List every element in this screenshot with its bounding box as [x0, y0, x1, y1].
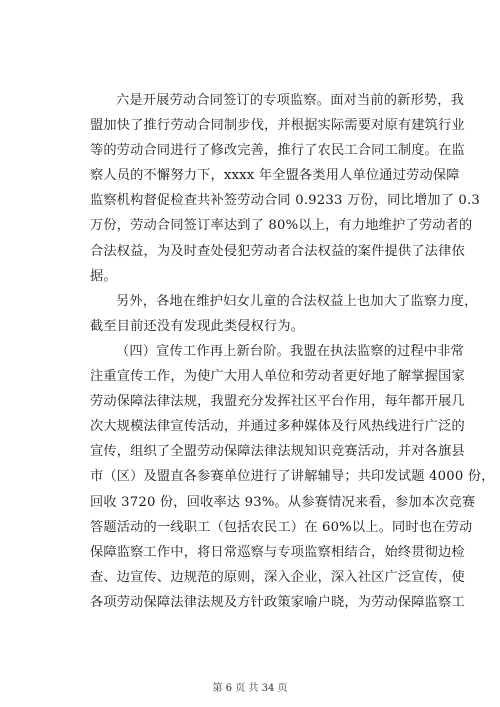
text-line: 合法权益，为及时查处侵犯劳动者合法权益的案件提供了法律依 — [90, 243, 465, 259]
text-line: 答题活动的一线职工（包括农民工）在 60%以上。同时也在劳动 — [90, 519, 473, 535]
text-line: 各项劳动保障法律法规及方针政策家喻户晓，为劳动保障监察工 — [90, 594, 465, 610]
text-line: 万份，劳动合同签订率达到了 80%以上，有力地维护了劳动者的 — [90, 218, 473, 234]
text-line: 盟加快了推行劳动合同制步伐，并根据实际需要对原有建筑行业 — [90, 118, 465, 134]
text-line: 另外，各地在维护妇女儿童的合法权益上也加大了监察力度， — [116, 293, 478, 309]
text-line: 注重宣传工作，为使广大用人单位和劳动者更好地了解掌握国家 — [90, 369, 465, 385]
text-line: 次大规模法律宣传活动，并通过多种媒体及行风热线进行广泛的 — [90, 419, 465, 435]
text-line: 据。 — [90, 268, 117, 284]
text-line: 保障监察工作中，将日常巡察与专项监察相结合，始终贯彻边检 — [90, 544, 465, 560]
text-line: 市（区）及盟直各参赛单位进行了讲解辅导；共印发试题 4000 份， — [90, 469, 495, 485]
document-body — [90, 88, 495, 615]
text-line: 截至目前还没有发现此类侵权行为。 — [90, 318, 305, 334]
text-line: 劳动保障法律法规，我盟充分发挥社区平台作用，每年都开展几 — [90, 394, 465, 410]
text-line: 察人员的不懈努力下，xxxx 年全盟各类用人单位通过劳动保障 — [90, 168, 460, 184]
text-line: 六是开展劳动合同签订的专项监察。面对当前的新形势，我 — [116, 93, 465, 108]
text-line: 回收 3720 份，回收率达 93%。从参赛情况来看，参加本次竞赛 — [90, 494, 476, 510]
text-line: 监察机构督促检查共补签劳动合同 0.9233 万份，同比增加了 0.3 — [90, 193, 481, 209]
text-line: 等的劳动合同进行了修改完善，推行了农民工合同工制度。在监 — [90, 143, 465, 159]
page-footer: 第 6 页 共 34 页 — [212, 683, 288, 694]
text-line: 查、边宣传、边规范的原则，深入企业，深入社区广泛宣传，使 — [90, 569, 465, 585]
text-line: 宣传，组织了全盟劳动保障法律法规知识竞赛活动，并对各旗县 — [90, 444, 465, 460]
text-line: （四）宣传工作再上新台阶。我盟在执法监察的过程中非常 — [116, 343, 465, 359]
